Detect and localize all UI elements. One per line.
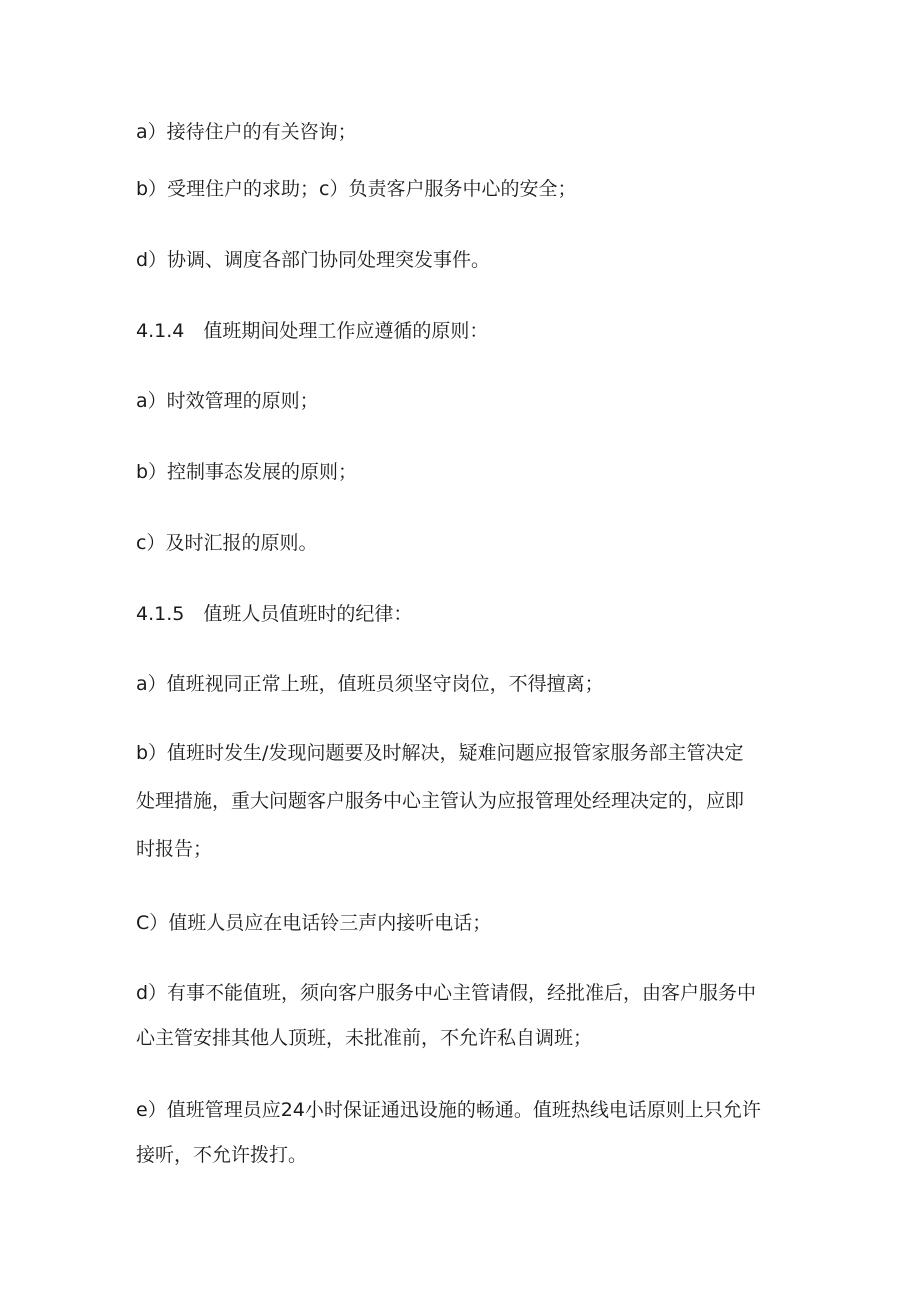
text-line: a）值班视同正常上班，值班员须坚守岗位，不得擅离； xyxy=(136,673,604,695)
text-line: b）值班时发生/发现问题要及时解决，疑难问题应报管家服务部主管决定 xyxy=(136,742,744,764)
section-heading-4-1-4 xyxy=(136,313,786,349)
paragraph-b-c-help-security xyxy=(136,171,786,207)
paragraph-a-timeliness xyxy=(136,383,786,419)
text-line: 4.1.4 值班期间处理工作应遵循的原则： xyxy=(136,320,489,342)
paragraph-a-consult xyxy=(136,114,786,150)
text-line: 4.1.5 值班人员值班时的纪律： xyxy=(136,603,413,625)
paragraph-a-duty-post xyxy=(136,666,786,702)
paragraph-b-problem-handling xyxy=(136,735,786,879)
text-line: a）接待住户的有关咨询； xyxy=(136,121,357,143)
text-line: c）及时汇报的原则。 xyxy=(136,532,318,554)
text-line: C）值班人员应在电话铃三声内接听电话； xyxy=(136,912,492,934)
text-line: b）控制事态发展的原则； xyxy=(136,461,358,483)
paragraph-c-report xyxy=(136,525,786,561)
text-line: a）时效管理的原则； xyxy=(136,390,319,412)
paragraph-c-phone xyxy=(136,905,786,941)
text-line: 接听，不允许拨打。 xyxy=(136,1144,308,1166)
section-heading-4-1-5 xyxy=(136,596,786,632)
text-line: d）协调、调度各部门协同处理突发事件。 xyxy=(136,249,491,271)
text-line: b）受理住户的求助；c）负责客户服务中心的安全； xyxy=(136,178,577,200)
paragraph-e-communication xyxy=(136,1092,786,1182)
paragraph-d-leave xyxy=(136,975,786,1065)
text-line: e）值班管理员应24小时保证通迅设施的畅通。值班热线电话原则上只允许 xyxy=(136,1099,761,1121)
text-line: 心主管安排其他人顶班，未批准前，不允许私自调班； xyxy=(136,1027,593,1049)
paragraph-b-control xyxy=(136,454,786,490)
text-line: 时报告； xyxy=(136,838,213,860)
text-line: 处理措施，重大问题客户服务中心主管认为应报管理处经理决定的，应即 xyxy=(136,790,745,812)
text-line: d）有事不能值班，须向客户服务中心主管请假，经批准后，由客户服务中 xyxy=(136,982,757,1004)
paragraph-d-coordinate xyxy=(136,242,786,278)
